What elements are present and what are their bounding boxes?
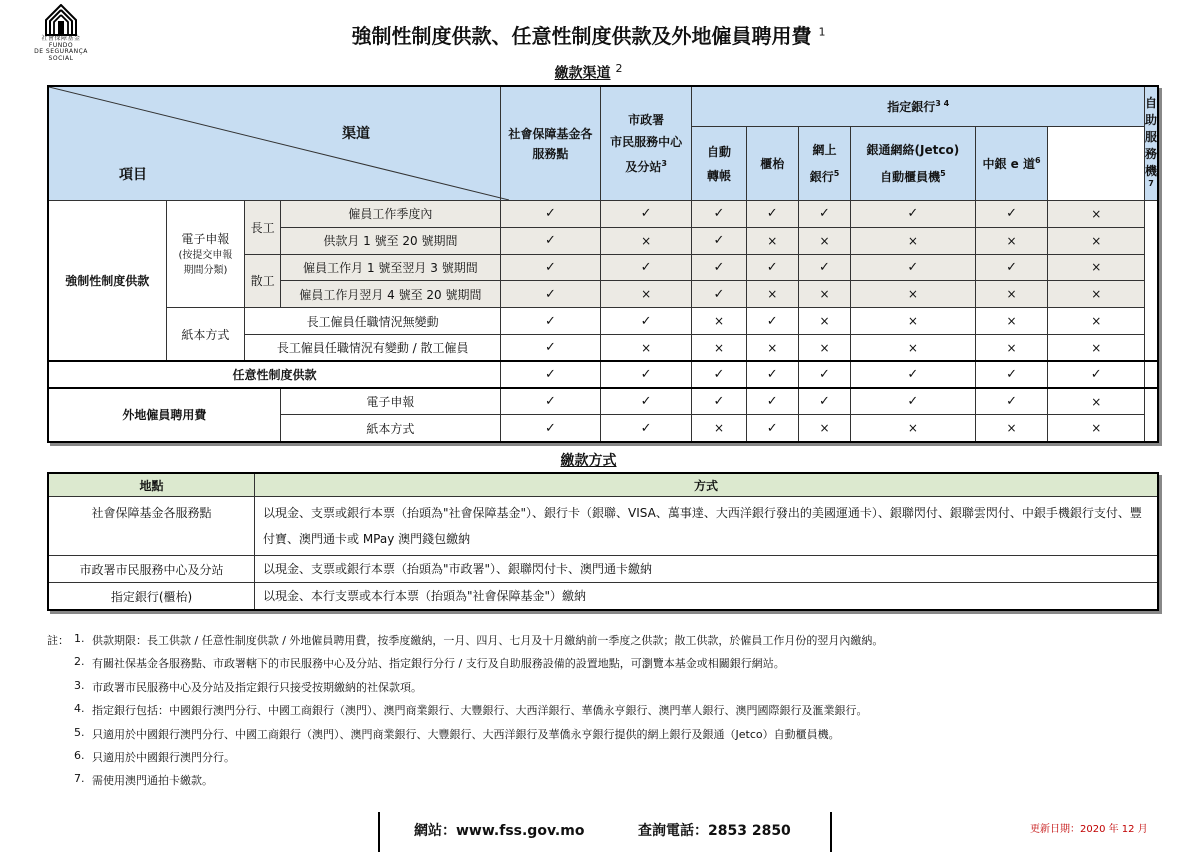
check-mark-icon: ✓ — [907, 367, 919, 383]
note-number: 3. — [74, 678, 85, 692]
mark-cell — [746, 308, 798, 335]
row-group-nonresident: 外地僱員聘用費 — [48, 388, 280, 442]
row-label: 紙本方式 — [280, 415, 500, 442]
check-mark-icon: ✓ — [713, 206, 725, 222]
check-mark-icon: ✓ — [1006, 367, 1017, 383]
logo-text-3: SOCIAL — [48, 54, 74, 62]
title-footnote: 1 — [818, 25, 826, 39]
mark-cell — [746, 388, 798, 415]
cross-mark-icon: × — [1091, 421, 1102, 436]
col-jetco-line1: 銀通網絡(Jetco) — [866, 143, 960, 157]
mark-cell — [501, 388, 601, 415]
col-banks-footnote: 3 4 — [935, 99, 950, 108]
mark-cell — [975, 227, 1048, 254]
check-mark-icon: ✓ — [640, 313, 652, 329]
check-mark-icon: ✓ — [640, 259, 652, 275]
col-iacm — [600, 86, 692, 201]
mark-cell — [692, 254, 746, 281]
col-boc-label: 中銀 e 道 — [982, 157, 1035, 171]
cross-mark-icon: × — [641, 233, 652, 248]
mark-cell — [501, 308, 601, 335]
row-label: 僱員工作月翌月 4 號至 20 號期間 — [280, 281, 500, 308]
mark-cell — [798, 334, 850, 361]
table-row — [48, 497, 1158, 556]
mark-cell — [798, 308, 850, 335]
col-jetco-footnote: 5 — [940, 169, 946, 178]
mark-cell — [1048, 201, 1145, 228]
footer — [378, 812, 832, 852]
channels-section-title — [0, 62, 1177, 83]
payment-channels-table — [47, 85, 1159, 443]
col-auto-line1: 自動 — [706, 144, 731, 159]
check-mark-icon: ✓ — [544, 367, 556, 383]
mark-cell — [1048, 334, 1145, 361]
col-counter — [746, 127, 798, 201]
check-mark-icon: ✓ — [713, 286, 725, 302]
method-location: 社會保障基金各服務點 — [48, 497, 255, 556]
col-online-banking — [798, 127, 850, 201]
mark-cell — [501, 281, 601, 308]
mark-cell — [501, 254, 601, 281]
cross-mark-icon: × — [907, 233, 918, 248]
logo-text-cn: 社會保障基金 — [41, 35, 81, 42]
mark-cell — [851, 281, 976, 308]
mark-cell — [692, 308, 746, 335]
col-boc-e-channel — [975, 127, 1048, 201]
mark-cell — [975, 415, 1048, 442]
mark-cell — [746, 281, 798, 308]
row-label: 長工僱員任職情況無變動 — [245, 308, 501, 335]
mark-cell — [501, 361, 601, 388]
check-mark-icon: ✓ — [713, 367, 725, 383]
mark-cell — [600, 227, 692, 254]
mark-cell — [975, 254, 1048, 281]
mark-cell — [851, 254, 976, 281]
mark-cell — [746, 227, 798, 254]
check-mark-icon: ✓ — [544, 206, 556, 222]
col-auto-line2: 轉帳 — [706, 168, 731, 183]
cross-mark-icon: × — [767, 287, 778, 302]
mark-cell — [692, 201, 746, 228]
check-mark-icon: ✓ — [766, 394, 778, 410]
col-auto-transfer — [692, 127, 746, 201]
channels-axis-label: 渠道 — [342, 126, 371, 142]
check-mark-icon: ✓ — [766, 367, 778, 383]
mark-cell — [798, 281, 850, 308]
methods-section-title — [0, 450, 1177, 470]
check-mark-icon: ✓ — [544, 394, 556, 410]
mark-cell — [798, 415, 850, 442]
col-jetco-line2: 自動櫃員機 — [880, 170, 941, 184]
mark-cell — [501, 201, 601, 228]
cross-mark-icon: × — [819, 340, 830, 355]
cross-mark-icon: × — [907, 314, 918, 329]
note-text: 需使用澳門通拍卡繳款。 — [92, 774, 213, 788]
method-location: 市政署市民服務中心及分站 — [48, 556, 255, 583]
mark-cell — [501, 415, 601, 442]
electronic-label: 電子申報 — [181, 232, 230, 247]
mark-cell — [501, 334, 601, 361]
check-mark-icon: ✓ — [713, 233, 725, 249]
col-jetco — [851, 127, 976, 201]
update-date: 更新日期：2020 年 12 月 — [1030, 824, 1148, 835]
head-location: 地點 — [48, 473, 255, 497]
row-label: 供款月 1 號至 20 號期間 — [280, 227, 500, 254]
check-mark-icon: ✓ — [544, 233, 556, 249]
mark-cell — [975, 334, 1048, 361]
mark-cell — [746, 254, 798, 281]
note-number: 6. — [74, 748, 85, 762]
footer-website: 網站：www.fss.gov.mo — [414, 823, 585, 839]
check-mark-icon: ✓ — [766, 259, 778, 275]
head-method: 方式 — [255, 473, 1159, 497]
mark-cell — [1048, 388, 1145, 415]
check-mark-icon: ✓ — [544, 340, 556, 356]
mark-cell — [1048, 415, 1145, 442]
cross-mark-icon: × — [819, 421, 830, 436]
table-row — [48, 361, 1158, 388]
mark-cell — [501, 227, 601, 254]
col-iacm-line1: 市政署 — [628, 113, 665, 127]
cross-mark-icon: × — [1006, 287, 1017, 302]
cross-mark-icon: × — [819, 287, 830, 302]
table-row — [48, 583, 1158, 611]
row-group-electronic — [166, 201, 245, 308]
mark-cell — [975, 201, 1048, 228]
col-kiosk-label: 自助服務機 — [1144, 95, 1157, 178]
note-text: 指定銀行包括：中國銀行澳門分行、中國工商銀行（澳門）、澳門商業銀行、大豐銀行、大西洋銀行、華僑永亨銀行、澳門華人銀行、澳門國際銀行及滙業銀行。 — [92, 704, 868, 718]
check-mark-icon: ✓ — [907, 259, 919, 275]
method-description: 以現金、支票或銀行本票（抬頭為"社會保障基金"）、銀行卡（銀聯、VISA、萬事達、大西洋銀行發出的美國運通卡）、銀聯閃付、銀聯雲閃付、中銀手機銀行支付、豐付寶、澳門通卡或 MPay 澳門錢包繳納 — [255, 497, 1159, 556]
check-mark-icon: ✓ — [544, 286, 556, 302]
col-iacm-line3: 及分站 — [625, 160, 662, 174]
mark-cell — [746, 361, 798, 388]
cross-mark-icon: × — [907, 340, 918, 355]
mark-cell — [600, 308, 692, 335]
row-group-compulsory: 強制性制度供款 — [48, 201, 166, 362]
check-mark-icon: ✓ — [544, 313, 556, 329]
payment-methods-table — [47, 472, 1159, 611]
cross-mark-icon: × — [1091, 260, 1102, 275]
col-online-footnote: 5 — [833, 169, 840, 178]
mark-cell — [851, 308, 976, 335]
mark-cell — [798, 254, 850, 281]
row-group-permanent: 長工 — [245, 201, 281, 255]
mark-cell — [600, 388, 692, 415]
col-banks — [692, 86, 1145, 127]
check-mark-icon: ✓ — [819, 259, 830, 275]
mark-cell — [600, 281, 692, 308]
cross-mark-icon: × — [1006, 233, 1017, 248]
row-label: 電子申報 — [280, 388, 500, 415]
check-mark-icon: ✓ — [640, 420, 652, 436]
cross-mark-icon: × — [767, 233, 778, 248]
mark-cell — [975, 388, 1048, 415]
mark-cell — [692, 388, 746, 415]
mark-cell — [692, 361, 746, 388]
check-mark-icon: ✓ — [766, 313, 778, 329]
note-text: 供款期限：長工供款 / 任意性制度供款 / 外地僱員聘用費，按季度繳納，一月、四月、七月及十月繳納前一季度之供款；散工供款，於僱員工作月份的翌月內繳納。 — [92, 634, 884, 647]
note-number: 4. — [74, 702, 85, 716]
header-diagonal-cell — [48, 86, 501, 201]
cross-mark-icon: × — [1091, 394, 1102, 409]
channels-title-text: 繳款渠道 — [554, 65, 611, 82]
table-row — [48, 388, 1158, 415]
mark-cell — [798, 201, 850, 228]
page-title-text: 強制性制度供款、任意性制度供款及外地僱員聘用費 — [351, 24, 812, 48]
mark-cell — [798, 388, 850, 415]
mark-cell — [851, 227, 976, 254]
row-label: 僱員工作季度內 — [280, 201, 500, 228]
col-boc-footnote: 6 — [1035, 156, 1041, 165]
mark-cell — [851, 201, 976, 228]
mark-cell — [1048, 281, 1145, 308]
table-row — [48, 201, 1158, 228]
mark-cell — [851, 361, 976, 388]
cross-mark-icon: × — [1091, 314, 1102, 329]
row-label: 僱員工作月 1 號至翌月 3 號期間 — [280, 254, 500, 281]
method-location: 指定銀行(櫃枱) — [48, 583, 255, 611]
mark-cell — [692, 334, 746, 361]
mark-cell — [975, 361, 1048, 388]
cross-mark-icon: × — [1091, 287, 1102, 302]
mark-cell — [600, 201, 692, 228]
check-mark-icon: ✓ — [819, 394, 830, 410]
methods-title-text: 繳款方式 — [560, 453, 617, 469]
logo-text-1: FUNDO — [48, 41, 74, 49]
check-mark-icon: ✓ — [819, 367, 830, 383]
check-mark-icon: ✓ — [544, 420, 556, 436]
row-label: 長工僱員任職情況有變動 / 散工僱員 — [245, 334, 501, 361]
cross-mark-icon: × — [1091, 206, 1102, 221]
cross-mark-icon: × — [713, 314, 725, 329]
col-kiosk-footnote: 7 — [1148, 178, 1154, 188]
row-optional-label: 任意性制度供款 — [48, 361, 501, 388]
electronic-sub2: 期間分類) — [183, 265, 228, 277]
mark-cell — [600, 334, 692, 361]
mark-cell — [692, 281, 746, 308]
note-number: 1. — [74, 632, 85, 645]
cross-mark-icon: × — [1006, 314, 1017, 329]
check-mark-icon: ✓ — [640, 206, 652, 222]
mark-cell — [692, 415, 746, 442]
cross-mark-icon: × — [641, 287, 652, 302]
check-mark-icon: ✓ — [713, 394, 725, 410]
note-number: 7. — [74, 772, 85, 786]
note-text: 只適用於中國銀行澳門分行、中國工商銀行（澳門）、澳門商業銀行、大豐銀行、大西洋銀行及華僑永亨銀行提供的網上銀行及銀通（Jetco）自動櫃員機。 — [92, 727, 840, 741]
col-iacm-line2: 市民服務中心 — [610, 135, 683, 149]
col-banks-label: 指定銀行 — [887, 100, 936, 114]
cross-mark-icon: × — [819, 314, 830, 329]
cross-mark-icon: × — [1006, 340, 1017, 355]
check-mark-icon: ✓ — [1090, 367, 1102, 383]
mark-cell — [600, 415, 692, 442]
mark-cell — [692, 227, 746, 254]
col-online-line2: 銀行 — [809, 170, 834, 184]
cross-mark-icon: × — [1006, 421, 1017, 436]
check-mark-icon: ✓ — [1006, 206, 1017, 222]
cross-mark-icon: × — [641, 340, 652, 355]
diagonal-line — [49, 87, 509, 200]
electronic-sub1: (按提交申報 — [178, 250, 233, 262]
cross-mark-icon: × — [819, 233, 830, 248]
mark-cell — [975, 281, 1048, 308]
cross-mark-icon: × — [767, 340, 778, 355]
check-mark-icon: ✓ — [1006, 394, 1017, 410]
check-mark-icon: ✓ — [544, 259, 556, 275]
mark-cell — [746, 201, 798, 228]
cross-mark-icon: × — [907, 287, 918, 302]
check-mark-icon: ✓ — [640, 394, 652, 410]
footer-phone: 查詢電話：2853 2850 — [638, 823, 791, 839]
col-fss-label: 社會保障基金各服務點 — [508, 126, 593, 161]
method-description: 以現金、支票或銀行本票（抬頭為"市政署"）、銀聯閃付卡、澳門通卡繳納 — [255, 556, 1159, 583]
page-title — [0, 20, 1177, 49]
check-mark-icon: ✓ — [1006, 259, 1017, 275]
note-text: 市政署市民服務中心及分站及指定銀行只接受按期繳納的社保款項。 — [92, 680, 422, 694]
note-text: 只適用於中國銀行澳門分行。 — [92, 750, 235, 764]
mark-cell — [1048, 308, 1145, 335]
mark-cell — [798, 361, 850, 388]
cross-mark-icon: × — [713, 421, 725, 436]
check-mark-icon: ✓ — [766, 206, 778, 222]
mark-cell — [798, 227, 850, 254]
mark-cell — [1048, 227, 1145, 254]
mark-cell — [746, 415, 798, 442]
method-description: 以現金、本行支票或本行本票（抬頭為"社會保障基金"）繳納 — [255, 583, 1159, 611]
cross-mark-icon: × — [907, 421, 918, 436]
table-row — [48, 308, 1158, 335]
mark-cell — [851, 415, 976, 442]
col-fss — [501, 86, 601, 201]
notes-prefix: 註： — [47, 634, 69, 647]
check-mark-icon: ✓ — [907, 206, 919, 222]
cross-mark-icon: × — [1091, 340, 1102, 355]
note-text: 有關社保基金各服務點、市政署轄下的市民服務中心及分站、指定銀行分行 / 支行及自助服務設備的設置地點，可瀏覽本基金或相關銀行網站。 — [92, 657, 785, 671]
mark-cell — [851, 334, 976, 361]
check-mark-icon: ✓ — [907, 394, 919, 410]
col-counter-label: 櫃枱 — [760, 157, 785, 171]
check-mark-icon: ✓ — [819, 206, 830, 222]
col-iacm-footnote: 3 — [661, 159, 667, 168]
mark-cell — [746, 334, 798, 361]
cross-mark-icon: × — [1091, 233, 1102, 248]
check-mark-icon: ✓ — [766, 420, 778, 436]
col-kiosk — [1144, 86, 1158, 201]
check-mark-icon: ✓ — [640, 367, 652, 383]
mark-cell — [600, 361, 692, 388]
col-online-line1: 網上 — [812, 143, 837, 157]
table-row — [48, 556, 1158, 583]
channels-title-footnote: 2 — [615, 62, 623, 75]
mark-cell — [851, 388, 976, 415]
cross-mark-icon: × — [713, 340, 725, 355]
row-group-casual: 散工 — [245, 254, 281, 308]
logo-text-2: DE SEGURANÇA — [34, 48, 88, 55]
note-number: 5. — [74, 725, 85, 739]
mark-cell — [975, 308, 1048, 335]
mark-cell — [1048, 361, 1145, 388]
items-axis-label: 項目 — [119, 167, 147, 183]
check-mark-icon: ✓ — [713, 259, 725, 275]
mark-cell — [1048, 254, 1145, 281]
mark-cell — [600, 254, 692, 281]
note-number: 2. — [74, 655, 85, 669]
row-group-paper: 紙本方式 — [166, 308, 245, 362]
